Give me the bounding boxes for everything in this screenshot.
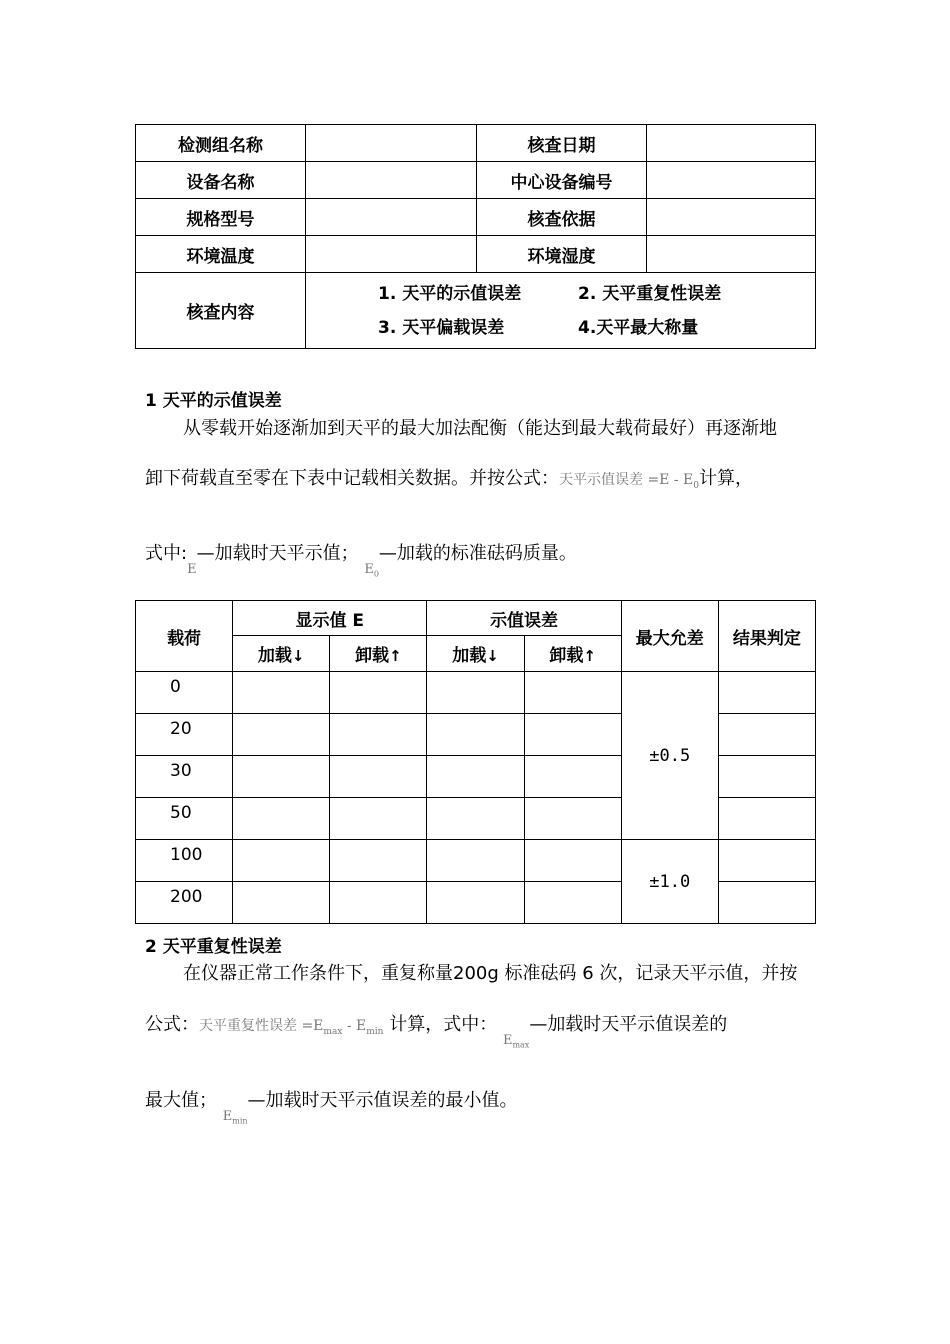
- info-table: [135, 124, 816, 349]
- formula-sub: min: [366, 1026, 384, 1037]
- data-cell[interactable]: [524, 840, 621, 882]
- text: —加载的标准砝码质量。: [378, 543, 577, 564]
- symbol-sub: min: [232, 1116, 248, 1126]
- content-item: 1. 天平的示值误差: [378, 283, 522, 304]
- data-cell[interactable]: [524, 882, 621, 924]
- data-cell[interactable]: [330, 756, 427, 798]
- data-cell[interactable]: [330, 714, 427, 756]
- section2-para-line2: [145, 1016, 727, 1050]
- load-cell: 50: [136, 798, 233, 840]
- table-row: [136, 199, 816, 236]
- load-cell: 20: [136, 714, 233, 756]
- formula-text: 天平重复性误差 =E: [199, 1018, 324, 1034]
- label-cell: 环境湿度: [477, 236, 647, 273]
- tolerance-cell: ±1.0: [621, 840, 718, 924]
- data-cell[interactable]: [233, 840, 330, 882]
- symbol-sub: 0: [373, 569, 379, 579]
- arrow-down-icon: ↓: [486, 647, 499, 665]
- section1-para-line3: [145, 545, 577, 579]
- value-cell[interactable]: [306, 199, 477, 236]
- data-table: [135, 600, 816, 924]
- table-row: [136, 840, 816, 882]
- sub-header-load: [427, 636, 524, 672]
- data-cell[interactable]: [233, 672, 330, 714]
- text: 卸下荷载直至零在下表中记载相关数据。并按公式：: [145, 468, 559, 489]
- col-display-header: 显示值 E: [233, 601, 427, 636]
- section1-heading: 1 天平的示值误差: [145, 391, 282, 411]
- sub-label: 卸载: [549, 646, 584, 666]
- text: —加载时天平示值误差的最小值。: [247, 1090, 518, 1111]
- data-cell[interactable]: [330, 672, 427, 714]
- formula-text: 天平示值误差 =E - E: [559, 472, 694, 488]
- data-cell[interactable]: [330, 798, 427, 840]
- section2-para-line1: 在仪器正常工作条件下，重复称量200g 标准砝码 6 次，记录天平示值，并按: [183, 963, 798, 984]
- symbol-text: E: [502, 1033, 513, 1048]
- data-cell[interactable]: [233, 714, 330, 756]
- content-item: 4.天平最大称量: [578, 317, 699, 338]
- data-cell[interactable]: [427, 798, 524, 840]
- data-cell[interactable]: [330, 840, 427, 882]
- data-cell[interactable]: [427, 756, 524, 798]
- label-cell: 设备名称: [136, 162, 306, 199]
- label-cell: 核查日期: [477, 125, 647, 162]
- value-cell[interactable]: [647, 199, 816, 236]
- formula-sub: max: [323, 1026, 343, 1037]
- data-cell[interactable]: [233, 882, 330, 924]
- formula: [199, 1018, 384, 1037]
- formula: [559, 472, 699, 491]
- label-cell: 中心设备编号: [477, 162, 647, 199]
- table-row: [136, 125, 816, 162]
- label-cell: 检测组名称: [136, 125, 306, 162]
- load-cell: 100: [136, 840, 233, 882]
- result-cell[interactable]: [718, 882, 815, 924]
- text: 计算，式中：: [383, 1014, 498, 1035]
- text: —加载时天平示值误差的: [529, 1014, 728, 1035]
- arrow-up-icon: ↑: [583, 647, 596, 665]
- value-cell[interactable]: [647, 236, 816, 273]
- label-cell: 规格型号: [136, 199, 306, 236]
- label-cell: 核查依据: [477, 199, 647, 236]
- value-cell[interactable]: [306, 236, 477, 273]
- sub-header-unload: [524, 636, 621, 672]
- table-row: [136, 236, 816, 273]
- text: —加载时天平示值；: [196, 543, 359, 564]
- data-cell[interactable]: [427, 714, 524, 756]
- symbol-Emin: [223, 1110, 248, 1126]
- data-cell[interactable]: [524, 672, 621, 714]
- header-row: [136, 601, 816, 636]
- value-cell[interactable]: [306, 162, 477, 199]
- data-cell[interactable]: [330, 882, 427, 924]
- symbol-E0: [364, 563, 379, 579]
- data-cell[interactable]: [524, 798, 621, 840]
- data-cell[interactable]: [427, 840, 524, 882]
- symbol-Emax: [503, 1034, 529, 1050]
- data-cell[interactable]: [427, 672, 524, 714]
- content-line: [306, 311, 815, 345]
- content-line: [306, 277, 815, 311]
- formula-sub: 0: [693, 480, 699, 491]
- table-row: [136, 162, 816, 199]
- col-error-header: 示值误差: [427, 601, 621, 636]
- load-cell: 0: [136, 672, 233, 714]
- section1-para-line2: [145, 470, 753, 491]
- load-cell: 200: [136, 882, 233, 924]
- value-cell[interactable]: [647, 162, 816, 199]
- table-row: [136, 672, 816, 714]
- value-cell[interactable]: [647, 125, 816, 162]
- data-cell[interactable]: [427, 882, 524, 924]
- result-cell[interactable]: [718, 840, 815, 882]
- content-item: 3. 天平偏载误差: [378, 317, 505, 338]
- symbol-sub: max: [512, 1040, 530, 1050]
- symbol-text: E: [364, 562, 374, 577]
- data-cell[interactable]: [524, 756, 621, 798]
- content-item: 2. 天平重复性误差: [578, 283, 722, 304]
- text: 公式：: [145, 1014, 199, 1035]
- data-cell[interactable]: [524, 714, 621, 756]
- data-cell[interactable]: [233, 756, 330, 798]
- formula-text: - E: [342, 1018, 367, 1034]
- result-cell[interactable]: [718, 672, 815, 714]
- data-cell[interactable]: [233, 798, 330, 840]
- sub-label: 加载: [452, 646, 487, 666]
- section2-para-line3: [145, 1092, 518, 1126]
- sub-label: 加载: [257, 646, 292, 666]
- load-cell: 30: [136, 756, 233, 798]
- sub-header-load: [233, 636, 330, 672]
- col-load-header: 载荷: [136, 601, 233, 672]
- symbol-text: E: [222, 1109, 233, 1124]
- arrow-up-icon: ↑: [389, 647, 402, 665]
- text: 最大值；: [145, 1090, 217, 1111]
- tolerance-cell: ±0.5: [621, 672, 718, 840]
- col-max-header: 最大允差: [621, 601, 718, 672]
- arrow-down-icon: ↓: [291, 647, 305, 665]
- table-row: [136, 273, 816, 349]
- content-label: 核查内容: [136, 273, 306, 349]
- section1-para-line1: 从零载开始逐渐加到天平的最大加法配衡（能达到最大载荷最好）再逐渐地: [183, 418, 777, 439]
- result-cell[interactable]: [718, 756, 815, 798]
- sub-label: 卸载: [355, 646, 390, 666]
- col-result-header: 结果判定: [718, 601, 815, 672]
- content-items: [306, 273, 816, 349]
- label-cell: 环境温度: [136, 236, 306, 273]
- section2-heading: 2 天平重复性误差: [145, 937, 282, 957]
- value-cell[interactable]: [306, 125, 477, 162]
- result-cell[interactable]: [718, 714, 815, 756]
- text: 式中:: [145, 543, 188, 564]
- sub-header-unload: [330, 636, 427, 672]
- text: 计算，: [699, 468, 753, 489]
- symbol-E: E: [187, 562, 197, 577]
- result-cell[interactable]: [718, 798, 815, 840]
